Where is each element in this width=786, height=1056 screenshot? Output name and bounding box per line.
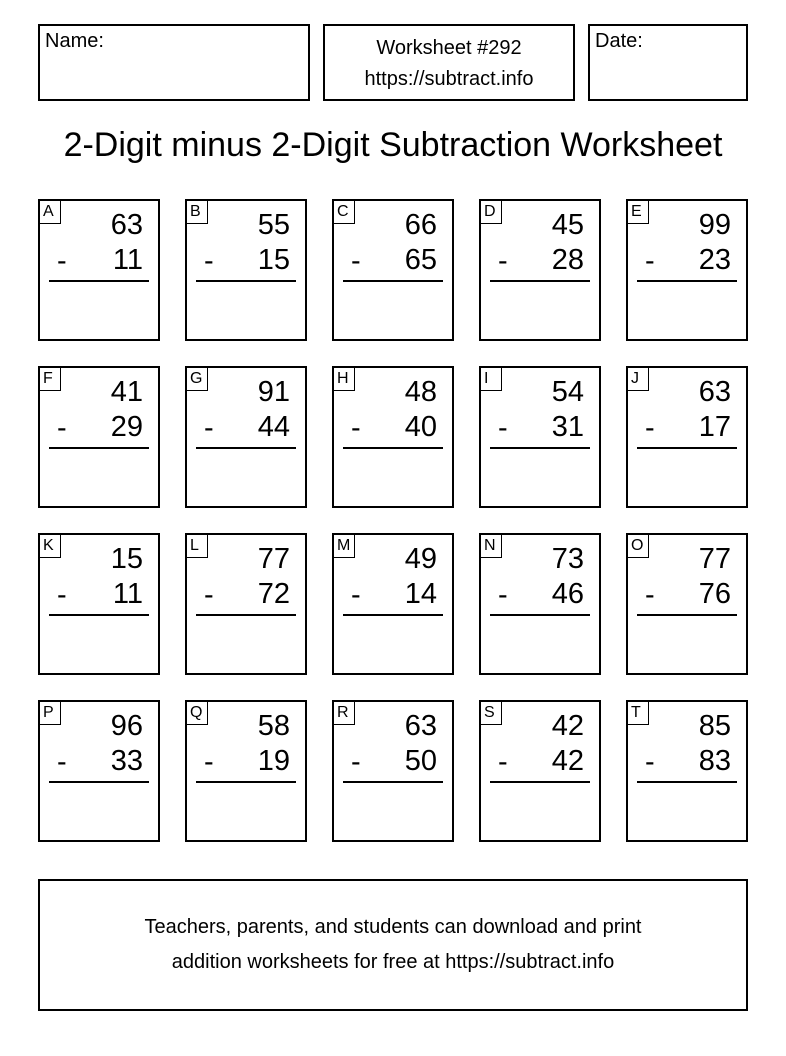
problem-q[interactable]: [185, 700, 307, 842]
minus-sign: -: [351, 579, 361, 611]
problem-m[interactable]: [332, 533, 454, 675]
minuend: 49: [404, 543, 437, 575]
problem-label: D: [481, 201, 502, 224]
minus-sign: -: [645, 746, 655, 778]
problem-c[interactable]: [332, 199, 454, 341]
worksheet-url: https://subtract.info: [364, 68, 534, 90]
minuend: 45: [551, 209, 584, 241]
name-field[interactable]: [38, 24, 310, 101]
minuend: 63: [404, 710, 437, 742]
minus-sign: -: [204, 412, 214, 444]
problem-e[interactable]: [626, 199, 748, 341]
answer-line: [637, 280, 737, 282]
minus-sign: -: [351, 746, 361, 778]
problem-label: P: [40, 702, 61, 725]
subtrahend: 72: [257, 578, 290, 610]
answer-line: [49, 280, 149, 282]
minuend: 15: [110, 543, 143, 575]
subtrahend: 65: [404, 244, 437, 276]
minuend: 66: [404, 209, 437, 241]
problem-label: T: [628, 702, 649, 725]
problem-label: O: [628, 535, 649, 558]
footer-box: [38, 879, 748, 1011]
minuend: 91: [257, 376, 290, 408]
worksheet-info-box: [323, 24, 575, 101]
minuend: 55: [257, 209, 290, 241]
subtrahend: 76: [698, 578, 731, 610]
minuend: 73: [551, 543, 584, 575]
answer-line: [196, 781, 296, 783]
date-field[interactable]: [588, 24, 748, 101]
answer-line: [49, 781, 149, 783]
minus-sign: -: [498, 245, 508, 277]
subtrahend: 23: [698, 244, 731, 276]
answer-line: [196, 614, 296, 616]
minuend: 63: [110, 209, 143, 241]
answer-line: [490, 781, 590, 783]
answer-line: [343, 781, 443, 783]
answer-line: [637, 781, 737, 783]
minuend: 77: [257, 543, 290, 575]
answer-line: [343, 280, 443, 282]
subtrahend: 31: [551, 411, 584, 443]
problem-label: I: [481, 368, 502, 391]
minuend: 99: [698, 209, 731, 241]
minuend: 58: [257, 710, 290, 742]
answer-line: [343, 614, 443, 616]
problem-j[interactable]: [626, 366, 748, 508]
problem-d[interactable]: [479, 199, 601, 341]
minus-sign: -: [351, 245, 361, 277]
minus-sign: -: [645, 245, 655, 277]
footer-text-line-2: addition worksheets for free at https://subtract.info: [171, 951, 615, 973]
problem-a[interactable]: [38, 199, 160, 341]
minus-sign: -: [498, 746, 508, 778]
problem-label: M: [334, 535, 355, 558]
name-label: Name:: [45, 30, 104, 52]
minus-sign: -: [351, 412, 361, 444]
problem-label: C: [334, 201, 355, 224]
minus-sign: -: [57, 412, 67, 444]
minus-sign: -: [204, 579, 214, 611]
subtrahend: 28: [551, 244, 584, 276]
problem-label: K: [40, 535, 61, 558]
page-title: 2-Digit minus 2-Digit Subtraction Worksheet: [63, 126, 723, 164]
answer-line: [343, 447, 443, 449]
subtrahend: 19: [257, 745, 290, 777]
problem-b[interactable]: [185, 199, 307, 341]
worksheet-number: Worksheet #292: [376, 37, 522, 59]
minuend: 77: [698, 543, 731, 575]
subtrahend: 15: [257, 244, 290, 276]
subtrahend: 50: [404, 745, 437, 777]
minuend: 85: [698, 710, 731, 742]
answer-line: [490, 280, 590, 282]
problem-r[interactable]: [332, 700, 454, 842]
subtrahend: 11: [112, 244, 143, 276]
problem-label: H: [334, 368, 355, 391]
subtrahend: 17: [698, 411, 731, 443]
minus-sign: -: [204, 746, 214, 778]
subtrahend: 42: [551, 745, 584, 777]
date-label: Date:: [595, 30, 643, 52]
subtrahend: 33: [110, 745, 143, 777]
problem-g[interactable]: [185, 366, 307, 508]
problem-grid: [38, 199, 748, 843]
problem-p[interactable]: [38, 700, 160, 842]
answer-line: [490, 447, 590, 449]
answer-line: [196, 280, 296, 282]
subtrahend: 46: [551, 578, 584, 610]
minus-sign: -: [57, 579, 67, 611]
subtrahend: 11: [112, 578, 143, 610]
problem-f[interactable]: [38, 366, 160, 508]
problem-n[interactable]: [479, 533, 601, 675]
minus-sign: -: [57, 245, 67, 277]
problem-label: G: [187, 368, 208, 391]
answer-line: [490, 614, 590, 616]
minuend: 96: [110, 710, 143, 742]
subtrahend: 40: [404, 411, 437, 443]
problem-label: F: [40, 368, 61, 391]
problem-s[interactable]: [479, 700, 601, 842]
subtrahend: 44: [257, 411, 290, 443]
problem-label: N: [481, 535, 502, 558]
problem-label: A: [40, 201, 61, 224]
subtrahend: 29: [110, 411, 143, 443]
problem-i[interactable]: [479, 366, 601, 508]
minuend: 48: [404, 376, 437, 408]
problem-label: R: [334, 702, 355, 725]
problem-label: J: [628, 368, 649, 391]
problem-t[interactable]: [626, 700, 748, 842]
problem-o[interactable]: [626, 533, 748, 675]
problem-label: S: [481, 702, 502, 725]
answer-line: [196, 447, 296, 449]
minuend: 41: [110, 376, 143, 408]
subtrahend: 14: [404, 578, 437, 610]
problem-label: E: [628, 201, 649, 224]
problem-label: Q: [187, 702, 208, 725]
problem-l[interactable]: [185, 533, 307, 675]
minus-sign: -: [645, 579, 655, 611]
minuend: 42: [551, 710, 584, 742]
answer-line: [637, 447, 737, 449]
subtrahend: 83: [698, 745, 731, 777]
minuend: 63: [698, 376, 731, 408]
minus-sign: -: [498, 412, 508, 444]
answer-line: [49, 614, 149, 616]
footer-text-line-1: Teachers, parents, and students can download and print: [144, 916, 642, 938]
minus-sign: -: [204, 245, 214, 277]
answer-line: [637, 614, 737, 616]
minuend: 54: [551, 376, 584, 408]
minus-sign: -: [57, 746, 67, 778]
problem-h[interactable]: [332, 366, 454, 508]
problem-label: L: [187, 535, 208, 558]
minus-sign: -: [498, 579, 508, 611]
problem-label: B: [187, 201, 208, 224]
minus-sign: -: [645, 412, 655, 444]
answer-line: [49, 447, 149, 449]
problem-k[interactable]: [38, 533, 160, 675]
